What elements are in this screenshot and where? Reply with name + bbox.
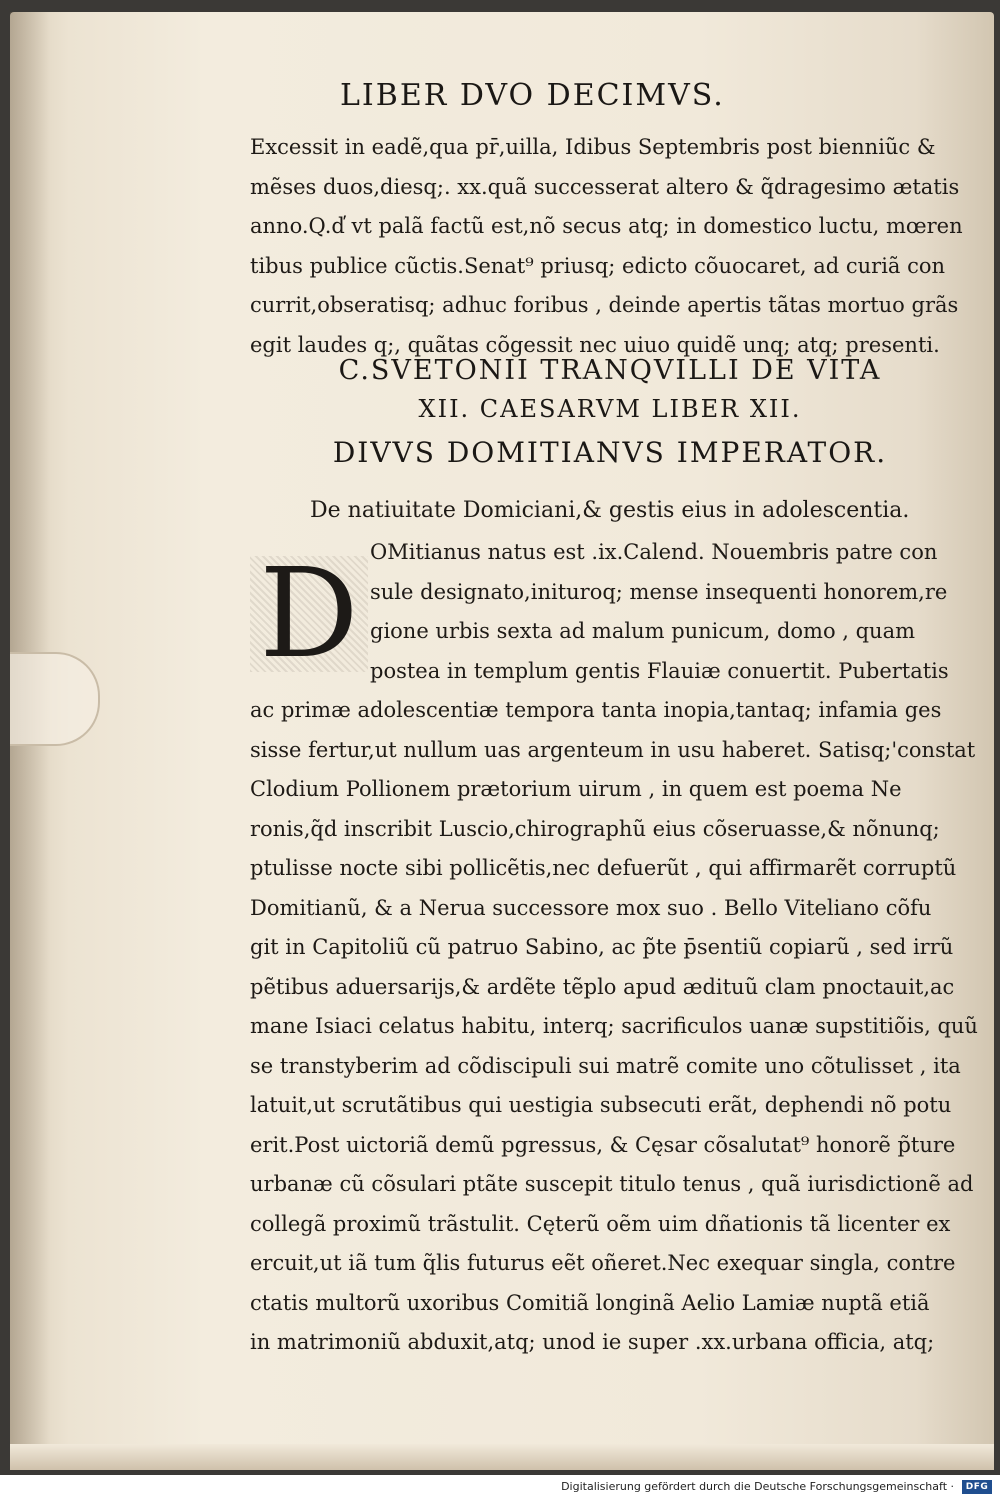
- text-line: currit,obseratisq; adhuc foribus , deinde apertis tãtas mortuo grãs: [250, 293, 959, 317]
- text-line: git in Capitoliũ cũ patruo Sabino, ac p̃te p̄sentiũ copiarũ , sed irrũ: [250, 935, 954, 959]
- text-line: in matrimoniũ abduxit,atq; unod ie super .xx.urbana officia, atq;: [250, 1330, 935, 1354]
- text-line: OMitianus natus est .ix.Calend. Nouembris patre con: [370, 540, 938, 564]
- text-line: Domitianũ, & a Nerua successore mox suo . Bello Viteliano cõfu: [250, 895, 932, 920]
- funding-credit: Digitalisierung gefördert durch die Deutsche Forschungsgemeinschaft ·: [561, 1480, 954, 1493]
- text-line: anno.Q.d̕ vt palã factũ est,nõ secus atq; in domestico luctu, mœren: [250, 214, 963, 238]
- text-line: ptulisse nocte sibi pollicẽtis,nec defuerũt , qui affirmarẽt corruptũ: [250, 856, 957, 880]
- book-title-line-3: DIVVS DOMITIANVS IMPERATOR.: [332, 436, 888, 469]
- text-line: mẽses duos,diesq;. xx.quã successerat altero & q̃dragesimo ætatis: [250, 174, 960, 199]
- book-title: [260, 352, 960, 478]
- text-line: tibus publice cũctis.Senat⁹ priusq; edicto cõuocaret, ad curiã con: [250, 253, 946, 278]
- text-line: ercuit,ut iã tum q̃lis futurus eẽt oñeret.Nec exequar singla, contre: [250, 1251, 956, 1275]
- dfg-logo: DFG: [962, 1480, 992, 1494]
- text-line: collegã proximũ trãstulit. Cęterũ oẽm uim dñationis tã licenter ex: [250, 1211, 951, 1236]
- text-line: ac primæ adolescentiæ tempora tanta inopia,tantaq; infamia ges: [250, 698, 942, 722]
- book-title-line-1: C.SVETONII TRANQVILLI DE VITA: [338, 355, 882, 386]
- text-line: urbanæ cũ cõsulari ptãte suscepit titulo tenus , quã iurisdictionẽ ad: [250, 1172, 974, 1196]
- paragraph-beside-initial: [370, 533, 985, 691]
- page-tab-marker: [10, 652, 100, 746]
- page-bottom-edge: [10, 1444, 994, 1470]
- text-line: sisse fertur,ut nullum uas argenteum in usu haberet. Satisq;'constat: [250, 737, 976, 762]
- book-title-line-2: XII. CAESARVM LIBER XII.: [418, 395, 802, 423]
- running-head: LIBER DVO DECIMVS.: [340, 78, 725, 113]
- text-line: pẽtibus aduersarijs,& ardẽte tẽplo apud ædituũ clam pnoctauit,ac: [250, 974, 955, 999]
- text-line: ronis,q̃d inscribit Luscio,chirographũ eius cõseruasse,& nõnunq;: [250, 816, 940, 841]
- digitization-footer: [0, 1475, 1000, 1500]
- decorated-initial: D: [250, 556, 368, 672]
- chapter-heading: De natiuitate Domiciani,& gestis eius in adolescentia.: [310, 498, 910, 523]
- text-line: Excessit in eadẽ,qua pr̄,uilla, Idibus Septembris post bienniũc &: [250, 135, 936, 159]
- text-line: mane Isiaci celatus habitu, interq; sacrificulos uanæ supstitiõis, quũ: [250, 1014, 978, 1038]
- main-paragraph: [250, 691, 985, 1363]
- text-line: se transtyberim ad cõdiscipuli sui matrẽ comite uno cõtulisset , ita: [250, 1053, 961, 1078]
- text-line: erit.Post uictoriã demũ pgressus, & Cęsar cõsalutat⁹ honorẽ p̃ture: [250, 1132, 956, 1157]
- text-line: latuit,ut scrutãtibus qui uestigia subsecuti erãt, dephendi nõ potu: [250, 1093, 952, 1117]
- text-line: gione urbis sexta ad malum punicum, domo , quam: [370, 619, 916, 643]
- text-line: Clodium Pollionem prætorium uirum , in quem est poema Ne: [250, 777, 902, 801]
- previous-book-ending: [250, 128, 980, 365]
- text-line: sule designato,inituroq; mense insequenti honorem,re: [370, 579, 948, 604]
- text-line: egit laudes q;, quãtas cõgessit nec uiuo quidẽ unq; atq; presenti.: [250, 332, 940, 357]
- text-line: postea in templum gentis Flauiæ conuertit. Pubertatis: [370, 658, 949, 683]
- text-line: ctatis multorũ uxoribus Comitiã longinã Aelio Lamiæ nuptã etiã: [250, 1290, 930, 1315]
